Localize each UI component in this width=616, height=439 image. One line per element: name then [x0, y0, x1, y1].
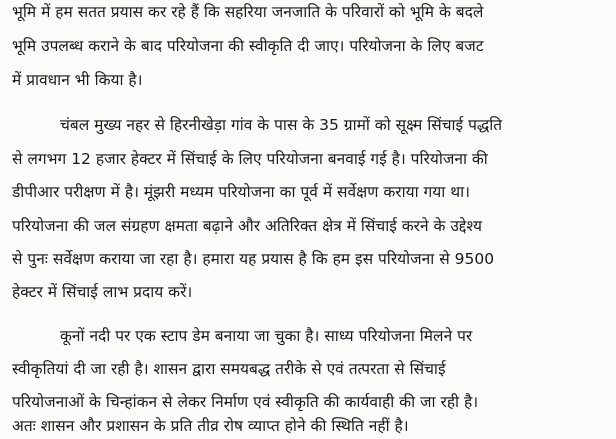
paragraph-2-line-6: हेक्टर में सिंचाई लाभ प्रदाय करें।: [12, 283, 193, 301]
paragraph-2-line-1: चंबल मुख्य नहर से हिरनीखेड़ा गांव के पास के 35 ग्रामों को सूक्ष्म सिंचाई पद्धति: [60, 116, 503, 134]
paragraph-1-line-2: भूमि उपलब्ध कराने के बाद परियोजना की स्वीकृति दी जाए। परियोजना के लिए बजट: [12, 37, 484, 55]
paragraph-3-line-2: स्वीकृतियां दी जा रही है। शासन द्वारा समयबद्ध तरीके से एवं तत्परता से सिंचाई: [12, 360, 446, 378]
paragraph-3-line-4: अतः शासन और प्रशासन के प्रति तीव्र रोष व्याप्त होने की स्थिति नहीं है।: [12, 417, 409, 435]
paragraph-2-line-2: से लगभग 12 हजार हेक्टर में सिंचाई के लिए परियोजना बनवाई गई है। परियोजना की: [12, 150, 488, 168]
paragraph-2-line-5: से पुनः सर्वेक्षण कराया जा रहा है। हमारा यह प्रयास है कि हम इस परियोजना से 9500: [12, 250, 495, 268]
paragraph-1-line-1: भूमि में हम सतत प्रयास कर रहे हैं कि सहरिया जनजाति के परिवारों को भूमि के बदले: [12, 3, 484, 21]
paragraph-3-line-3: परियोजनाओं के चिन्हांकन से लेकर निर्माण एवं स्वीकृति की कार्यवाही की जा रही है।: [12, 393, 479, 411]
paragraph-2-line-4: परियोजना की जल संग्रहण क्षमता बढ़ाने और अतिरिक्त क्षेत्र में सिंचाई करने के उद्देश्य: [12, 217, 482, 235]
paragraph-3-line-1: कूनों नदी पर एक स्टाप डेम बनाया जा चुका है। साध्य परियोजना मिलने पर: [60, 327, 473, 345]
paragraph-2-line-3: डीपीआर परीक्षण में है। मूंझरी मध्यम परियोजना का पूर्व में सर्वेक्षण कराया गया था।: [12, 183, 471, 201]
paragraph-1-line-3: में प्रावधान भी किया है।: [12, 71, 143, 89]
